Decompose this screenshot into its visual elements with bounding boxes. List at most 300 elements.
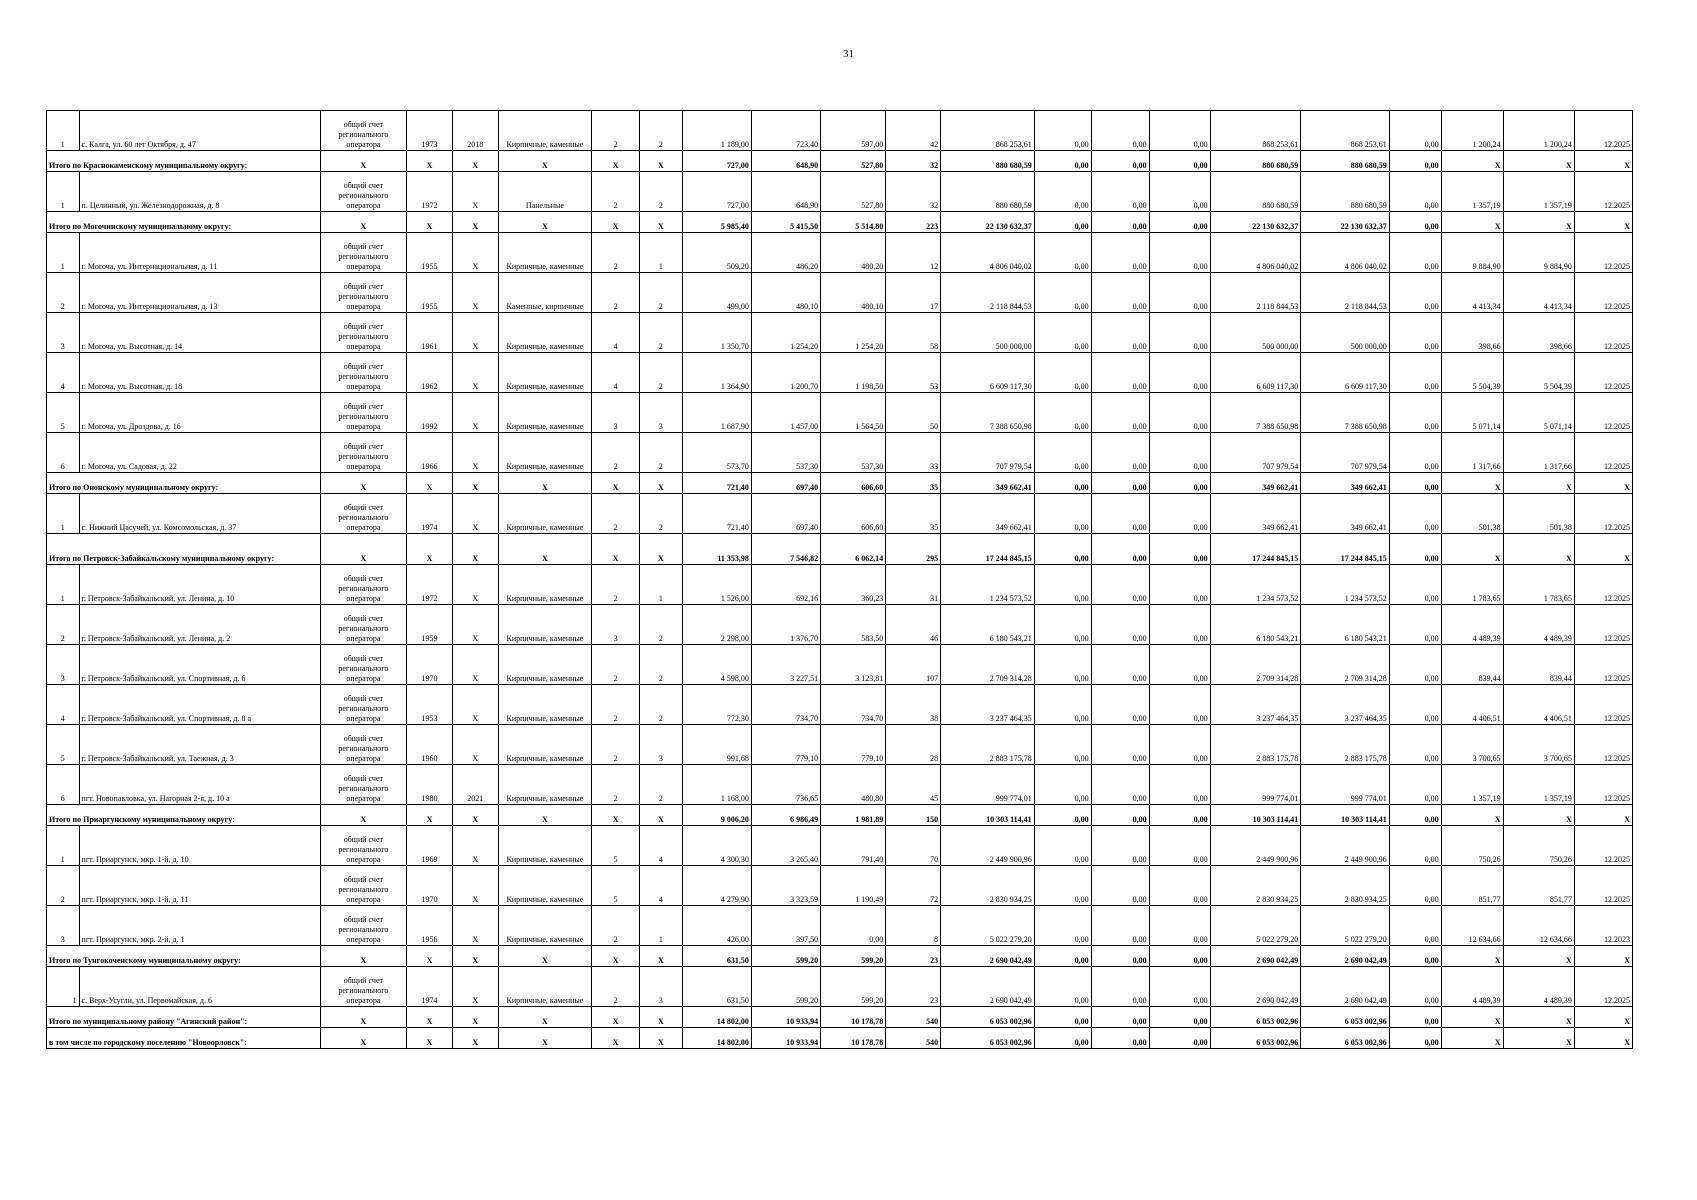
account-method-cell: общий счет регионального оператора <box>320 313 406 353</box>
address-cell: г. Могоча, ул. Высотная, д. 14 <box>79 313 320 353</box>
repair-year-cell: X <box>452 494 498 534</box>
repair-year-cell: X <box>452 172 498 212</box>
wall-material-cell: Кирпичные, каменные <box>498 111 592 151</box>
residents-count-cell: 23 <box>886 967 941 1007</box>
build-year-cell: 1953 <box>407 685 453 725</box>
wall-material-cell: Кирпичные, каменные <box>498 725 592 765</box>
residential-area-total-cell: 648,90 <box>751 151 820 172</box>
unit-cost-limit-total-cell: X <box>1503 1028 1574 1049</box>
address-cell: г. Петровск-Забайкальский, ул. Ленина, д. 10 <box>79 565 320 605</box>
entrances-cell: 2 <box>640 273 683 313</box>
subtotal-row <box>47 534 1633 565</box>
completion-date-total-cell: X <box>1574 534 1632 565</box>
account-method-cell: общий счет регионального оператора <box>320 866 406 906</box>
completion-date-total-cell: X <box>1574 1028 1632 1049</box>
floors-total-cell: X <box>592 1028 640 1049</box>
unit-cost-limit-cell: 4 406,51 <box>1503 685 1574 725</box>
owners-area-cell: 360,23 <box>821 565 886 605</box>
residential-area-cell: 3 323,59 <box>751 866 820 906</box>
table-row <box>47 826 1633 866</box>
entrances-cell: 2 <box>640 313 683 353</box>
residents-count-total-cell: 35 <box>886 473 941 494</box>
repair-year-cell: 2021 <box>452 765 498 805</box>
repair-year-cell: X <box>452 605 498 645</box>
account-method-cell: общий счет регионального оператора <box>320 685 406 725</box>
repair-year-cell: X <box>452 826 498 866</box>
completion-date-cell: 12.2025 <box>1574 313 1632 353</box>
regional-funds-cell: 0,00 <box>1091 565 1149 605</box>
municipal-funds-cell: 0,00 <box>1149 725 1210 765</box>
owners-area-cell: 480,20 <box>821 233 886 273</box>
residents-count-total-cell: 540 <box>886 1007 941 1028</box>
total-cost-total-cell: 880 680,59 <box>941 151 1035 172</box>
address-cell: г. Петровск-Забайкальский, ул. Таежная, д. 3 <box>79 725 320 765</box>
wall-material-total-cell: X <box>498 1007 592 1028</box>
unit-cost-limit-total-cell: X <box>1503 805 1574 826</box>
wall-material-cell: Кирпичные, каменные <box>498 866 592 906</box>
wall-material-total-cell: X <box>498 473 592 494</box>
wall-material-cell: Кирпичные, каменные <box>498 906 592 946</box>
owners-funds-cell: 2 830 934,25 <box>1210 866 1301 906</box>
other-funds-cell: 0,00 <box>1389 353 1441 393</box>
owners-area-cell: 1 564,50 <box>821 393 886 433</box>
unit-cost-limit-total-cell: X <box>1503 473 1574 494</box>
table-row <box>47 393 1633 433</box>
unit-cost-limit-cell: 851,77 <box>1503 866 1574 906</box>
address-cell: г. Могоча, ул. Высотная, д. 18 <box>79 353 320 393</box>
other-funds-total-cell: 0,00 <box>1389 1007 1441 1028</box>
federal-funds-cell: 0,00 <box>1034 906 1091 946</box>
regional-funds-cell: 0,00 <box>1091 866 1149 906</box>
residents-count-cell: 35 <box>886 494 941 534</box>
municipal-funds-total-cell: 0,00 <box>1149 212 1210 233</box>
municipal-funds-total-cell: 0,00 <box>1149 805 1210 826</box>
completion-date-total-cell: X <box>1574 805 1632 826</box>
completion-date-cell: 12.2023 <box>1574 906 1632 946</box>
build-year-total-cell: X <box>407 534 453 565</box>
owners-funds-cell: 2 118 844,53 <box>1210 273 1301 313</box>
unit-cost-cell: 4 413,34 <box>1441 273 1503 313</box>
municipal-funds-cell: 0,00 <box>1149 353 1210 393</box>
account-funds-total-cell: 10 303 114,41 <box>1301 805 1390 826</box>
account-method-cell: общий счет регионального оператора <box>320 967 406 1007</box>
residents-count-cell: 46 <box>886 605 941 645</box>
subtotal-row <box>47 946 1633 967</box>
completion-date-cell: 12.2025 <box>1574 433 1632 473</box>
build-year-cell: 1955 <box>407 233 453 273</box>
table-row <box>47 725 1633 765</box>
account-funds-cell: 5 022 279,20 <box>1301 906 1390 946</box>
regional-funds-total-cell: 0,00 <box>1091 534 1149 565</box>
residential-area-total-cell: 6 986,49 <box>751 805 820 826</box>
municipal-funds-cell: 0,00 <box>1149 393 1210 433</box>
residents-count-cell: 58 <box>886 313 941 353</box>
total-area-cell: 509,20 <box>682 233 751 273</box>
floors-cell: 2 <box>592 172 640 212</box>
owners-funds-total-cell: 22 130 632,37 <box>1210 212 1301 233</box>
account-funds-cell: 2 709 314,28 <box>1301 645 1390 685</box>
residential-area-cell: 736,65 <box>751 765 820 805</box>
owners-funds-cell: 6 609 117,30 <box>1210 353 1301 393</box>
municipal-funds-total-cell: 0,00 <box>1149 534 1210 565</box>
total-area-cell: 1 364,90 <box>682 353 751 393</box>
account-funds-cell: 6 180 543,21 <box>1301 605 1390 645</box>
municipal-funds-cell: 0,00 <box>1149 906 1210 946</box>
account-funds-total-cell: 2 690 042,49 <box>1301 946 1390 967</box>
unit-cost-cell: 3 700,65 <box>1441 725 1503 765</box>
unit-cost-cell: 4 406,51 <box>1441 685 1503 725</box>
wall-material-cell: Кирпичные, каменные <box>498 645 592 685</box>
residential-area-cell: 397,50 <box>751 906 820 946</box>
unit-cost-limit-total-cell: X <box>1503 1007 1574 1028</box>
residents-count-cell: 72 <box>886 866 941 906</box>
unit-cost-cell: 5 071,14 <box>1441 393 1503 433</box>
federal-funds-cell: 0,00 <box>1034 605 1091 645</box>
total-area-total-cell: 9 006,20 <box>682 805 751 826</box>
account-funds-total-cell: 17 244 845,15 <box>1301 534 1390 565</box>
row-index-cell: 6 <box>47 433 80 473</box>
federal-funds-total-cell: 0,00 <box>1034 1028 1091 1049</box>
total-cost-cell: 2 883 175,78 <box>941 725 1035 765</box>
owners-funds-cell: 2 709 314,28 <box>1210 645 1301 685</box>
housing-repair-table <box>46 110 1633 1049</box>
total-area-cell: 1 168,00 <box>682 765 751 805</box>
federal-funds-cell: 0,00 <box>1034 313 1091 353</box>
entrances-cell: 2 <box>640 685 683 725</box>
address-cell: г. Петровск-Забайкальский, ул. Спортивная, д. 6 <box>79 645 320 685</box>
account-funds-cell: 2 449 900,96 <box>1301 826 1390 866</box>
account-method-cell: общий счет регионального оператора <box>320 906 406 946</box>
table-row <box>47 765 1633 805</box>
total-area-cell: 4 279,90 <box>682 866 751 906</box>
regional-funds-total-cell: 0,00 <box>1091 473 1149 494</box>
regional-funds-cell: 0,00 <box>1091 765 1149 805</box>
residential-area-cell: 1 376,70 <box>751 605 820 645</box>
unit-cost-limit-cell: 1 783,65 <box>1503 565 1574 605</box>
other-funds-total-cell: 0,00 <box>1389 473 1441 494</box>
federal-funds-cell: 0,00 <box>1034 111 1091 151</box>
wall-material-total-cell: X <box>498 151 592 172</box>
account-method-total-cell: X <box>320 946 406 967</box>
other-funds-cell: 0,00 <box>1389 233 1441 273</box>
regional-funds-cell: 0,00 <box>1091 313 1149 353</box>
total-cost-total-cell: 6 053 002,96 <box>941 1028 1035 1049</box>
regional-funds-total-cell: 0,00 <box>1091 1007 1149 1028</box>
owners-area-total-cell: 10 178,78 <box>821 1007 886 1028</box>
account-funds-total-cell: 22 130 632,37 <box>1301 212 1390 233</box>
account-funds-total-cell: 880 680,59 <box>1301 151 1390 172</box>
address-cell: г. Могоча, ул. Дроздова, д. 16 <box>79 393 320 433</box>
account-method-total-cell: X <box>320 1028 406 1049</box>
page-number: 31 <box>843 48 854 60</box>
owners-area-cell: 599,20 <box>821 967 886 1007</box>
entrances-cell: 4 <box>640 826 683 866</box>
owners-funds-cell: 3 237 464,35 <box>1210 685 1301 725</box>
unit-cost-limit-cell: 4 413,34 <box>1503 273 1574 313</box>
owners-funds-cell: 1 234 573,52 <box>1210 565 1301 605</box>
unit-cost-limit-cell: 398,66 <box>1503 313 1574 353</box>
address-cell: с. Нижний Цасучей, ул. Комсомольская, д. 37 <box>79 494 320 534</box>
floors-cell: 2 <box>592 765 640 805</box>
build-year-cell: 1961 <box>407 313 453 353</box>
residents-count-cell: 32 <box>886 172 941 212</box>
other-funds-cell: 0,00 <box>1389 725 1441 765</box>
owners-funds-cell: 500 000,00 <box>1210 313 1301 353</box>
municipal-funds-cell: 0,00 <box>1149 273 1210 313</box>
other-funds-cell: 0,00 <box>1389 866 1441 906</box>
address-cell: г. Могоча, ул. Садовая, д. 22 <box>79 433 320 473</box>
repair-year-cell: 2018 <box>452 111 498 151</box>
unit-cost-total-cell: X <box>1441 1028 1503 1049</box>
total-area-total-cell: 11 353,98 <box>682 534 751 565</box>
unit-cost-total-cell: X <box>1441 534 1503 565</box>
completion-date-cell: 12.2025 <box>1574 645 1632 685</box>
unit-cost-cell: 501,38 <box>1441 494 1503 534</box>
owners-area-cell: 537,30 <box>821 433 886 473</box>
floors-cell: 2 <box>592 494 640 534</box>
owners-funds-total-cell: 2 690 042,49 <box>1210 946 1301 967</box>
account-method-cell: общий счет регионального оператора <box>320 172 406 212</box>
repair-year-cell: X <box>452 353 498 393</box>
account-method-cell: общий счет регионального оператора <box>320 565 406 605</box>
municipal-funds-cell: 0,00 <box>1149 111 1210 151</box>
subtotal-label: Итого по Ононскому муниципальному округу: <box>47 473 321 494</box>
owners-funds-total-cell: 17 244 845,15 <box>1210 534 1301 565</box>
completion-date-cell: 12.2025 <box>1574 826 1632 866</box>
repair-year-total-cell: X <box>452 151 498 172</box>
build-year-cell: 1974 <box>407 494 453 534</box>
account-method-cell: общий счет регионального оператора <box>320 353 406 393</box>
unit-cost-limit-cell: 4 489,39 <box>1503 605 1574 645</box>
build-year-total-cell: X <box>407 212 453 233</box>
floors-cell: 2 <box>592 433 640 473</box>
build-year-cell: 1962 <box>407 353 453 393</box>
entrances-cell: 2 <box>640 433 683 473</box>
completion-date-cell: 12.2025 <box>1574 967 1632 1007</box>
row-index-cell: 1 <box>47 826 80 866</box>
residents-count-cell: 38 <box>886 685 941 725</box>
total-cost-total-cell: 22 130 632,37 <box>941 212 1035 233</box>
build-year-total-cell: X <box>407 1028 453 1049</box>
account-funds-cell: 349 662,41 <box>1301 494 1390 534</box>
build-year-total-cell: X <box>407 151 453 172</box>
address-cell: г. Петровск-Забайкальский, ул. Ленина, д. 2 <box>79 605 320 645</box>
residents-count-cell: 42 <box>886 111 941 151</box>
residential-area-cell: 599,20 <box>751 967 820 1007</box>
federal-funds-cell: 0,00 <box>1034 685 1091 725</box>
other-funds-total-cell: 0,00 <box>1389 212 1441 233</box>
repair-year-cell: X <box>452 685 498 725</box>
completion-date-cell: 12.2025 <box>1574 273 1632 313</box>
federal-funds-cell: 0,00 <box>1034 353 1091 393</box>
residents-count-total-cell: 223 <box>886 212 941 233</box>
residential-area-total-cell: 7 546,82 <box>751 534 820 565</box>
total-area-cell: 1 350,70 <box>682 313 751 353</box>
unit-cost-total-cell: X <box>1441 946 1503 967</box>
wall-material-cell: Кирпичные, каменные <box>498 393 592 433</box>
federal-funds-total-cell: 0,00 <box>1034 805 1091 826</box>
row-index-cell: 3 <box>47 645 80 685</box>
other-funds-cell: 0,00 <box>1389 273 1441 313</box>
owners-area-total-cell: 10 178,78 <box>821 1028 886 1049</box>
account-method-cell: общий счет регионального оператора <box>320 273 406 313</box>
repair-year-total-cell: X <box>452 1007 498 1028</box>
federal-funds-cell: 0,00 <box>1034 725 1091 765</box>
federal-funds-cell: 0,00 <box>1034 494 1091 534</box>
wall-material-cell: Кирпичные, каменные <box>498 565 592 605</box>
row-index-cell: 2 <box>47 273 80 313</box>
federal-funds-cell: 0,00 <box>1034 273 1091 313</box>
completion-date-total-cell: X <box>1574 946 1632 967</box>
unit-cost-cell: 398,66 <box>1441 313 1503 353</box>
repair-year-cell: X <box>452 313 498 353</box>
wall-material-cell: Кирпичные, каменные <box>498 313 592 353</box>
row-index-cell: 1 <box>47 172 80 212</box>
total-cost-cell: 880 680,59 <box>941 172 1035 212</box>
account-method-cell: общий счет регионального оператора <box>320 433 406 473</box>
entrances-cell: 2 <box>640 172 683 212</box>
entrances-cell: 4 <box>640 866 683 906</box>
residential-area-total-cell: 697,40 <box>751 473 820 494</box>
total-cost-cell: 3 237 464,35 <box>941 685 1035 725</box>
build-year-cell: 1970 <box>407 866 453 906</box>
entrances-total-cell: X <box>640 151 683 172</box>
floors-cell: 2 <box>592 233 640 273</box>
total-area-total-cell: 14 802,00 <box>682 1028 751 1049</box>
municipal-funds-cell: 0,00 <box>1149 313 1210 353</box>
residents-count-total-cell: 295 <box>886 534 941 565</box>
regional-funds-cell: 0,00 <box>1091 967 1149 1007</box>
municipal-funds-cell: 0,00 <box>1149 866 1210 906</box>
total-cost-cell: 707 979,54 <box>941 433 1035 473</box>
account-method-cell: общий счет регионального оператора <box>320 605 406 645</box>
repair-year-total-cell: X <box>452 534 498 565</box>
residential-area-cell: 648,90 <box>751 172 820 212</box>
other-funds-cell: 0,00 <box>1389 172 1441 212</box>
account-funds-cell: 880 680,59 <box>1301 172 1390 212</box>
account-funds-cell: 868 253,61 <box>1301 111 1390 151</box>
total-area-total-cell: 5 985,40 <box>682 212 751 233</box>
residents-count-cell: 31 <box>886 565 941 605</box>
federal-funds-cell: 0,00 <box>1034 967 1091 1007</box>
account-method-total-cell: X <box>320 1007 406 1028</box>
federal-funds-cell: 0,00 <box>1034 866 1091 906</box>
federal-funds-total-cell: 0,00 <box>1034 946 1091 967</box>
total-area-cell: 4 300,30 <box>682 826 751 866</box>
residential-area-total-cell: 599,20 <box>751 946 820 967</box>
unit-cost-cell: 1 200,24 <box>1441 111 1503 151</box>
municipal-funds-cell: 0,00 <box>1149 685 1210 725</box>
wall-material-cell: Кирпичные, каменные <box>498 494 592 534</box>
regional-funds-total-cell: 0,00 <box>1091 212 1149 233</box>
residential-area-cell: 692,16 <box>751 565 820 605</box>
build-year-cell: 1980 <box>407 765 453 805</box>
account-funds-total-cell: 6 053 002,96 <box>1301 1007 1390 1028</box>
entrances-cell: 3 <box>640 393 683 433</box>
regional-funds-cell: 0,00 <box>1091 645 1149 685</box>
wall-material-cell: Кирпичные, каменные <box>498 353 592 393</box>
table-row <box>47 233 1633 273</box>
total-area-cell: 631,50 <box>682 967 751 1007</box>
repair-year-cell: X <box>452 565 498 605</box>
regional-funds-cell: 0,00 <box>1091 826 1149 866</box>
unit-cost-limit-cell: 12 634,66 <box>1503 906 1574 946</box>
table-row <box>47 906 1633 946</box>
other-funds-cell: 0,00 <box>1389 826 1441 866</box>
total-area-cell: 4 598,00 <box>682 645 751 685</box>
owners-area-total-cell: 5 514,80 <box>821 212 886 233</box>
owners-area-cell: 734,70 <box>821 685 886 725</box>
account-funds-cell: 999 774,01 <box>1301 765 1390 805</box>
floors-cell: 5 <box>592 826 640 866</box>
residential-area-total-cell: 10 933,94 <box>751 1007 820 1028</box>
build-year-cell: 1972 <box>407 172 453 212</box>
municipal-funds-cell: 0,00 <box>1149 233 1210 273</box>
municipal-funds-cell: 0,00 <box>1149 967 1210 1007</box>
repair-year-total-cell: X <box>452 212 498 233</box>
total-area-cell: 1 687,90 <box>682 393 751 433</box>
federal-funds-cell: 0,00 <box>1034 565 1091 605</box>
floors-cell: 2 <box>592 273 640 313</box>
other-funds-cell: 0,00 <box>1389 433 1441 473</box>
total-area-cell: 426,00 <box>682 906 751 946</box>
residents-count-cell: 45 <box>886 765 941 805</box>
address-cell: с. Верх-Усугли, ул. Первомайская, д. 6 <box>79 967 320 1007</box>
account-funds-cell: 707 979,54 <box>1301 433 1390 473</box>
account-method-cell: общий счет регионального оператора <box>320 111 406 151</box>
table-row <box>47 273 1633 313</box>
floors-total-cell: X <box>592 1007 640 1028</box>
other-funds-cell: 0,00 <box>1389 765 1441 805</box>
owners-area-cell: 1 190,49 <box>821 866 886 906</box>
residents-count-cell: 53 <box>886 353 941 393</box>
unit-cost-total-cell: X <box>1441 1007 1503 1028</box>
address-cell: с. Калга, ул. 60 лет Октября, д. 47 <box>79 111 320 151</box>
owners-area-cell: 583,50 <box>821 605 886 645</box>
unit-cost-limit-cell: 3 700,65 <box>1503 725 1574 765</box>
repair-year-cell: X <box>452 725 498 765</box>
account-method-cell: общий счет регионального оператора <box>320 233 406 273</box>
subtotal-label: Итого по Тунгокоченскому муниципальному округу: <box>47 946 321 967</box>
municipal-funds-cell: 0,00 <box>1149 172 1210 212</box>
unit-cost-total-cell: X <box>1441 805 1503 826</box>
other-funds-cell: 0,00 <box>1389 967 1441 1007</box>
total-cost-cell: 6 609 117,30 <box>941 353 1035 393</box>
account-method-cell: общий счет регионального оператора <box>320 494 406 534</box>
subtotal-row <box>47 212 1633 233</box>
row-index-cell: 5 <box>47 393 80 433</box>
build-year-cell: 1973 <box>407 111 453 151</box>
account-funds-cell: 2 118 844,53 <box>1301 273 1390 313</box>
owners-funds-cell: 2 449 900,96 <box>1210 826 1301 866</box>
table-row <box>47 645 1633 685</box>
residential-area-cell: 734,70 <box>751 685 820 725</box>
account-funds-cell: 6 609 117,30 <box>1301 353 1390 393</box>
entrances-cell: 3 <box>640 725 683 765</box>
account-funds-cell: 2 830 934,25 <box>1301 866 1390 906</box>
regional-funds-cell: 0,00 <box>1091 353 1149 393</box>
row-index-cell: 2 <box>47 866 80 906</box>
total-area-total-cell: 631,50 <box>682 946 751 967</box>
regional-funds-cell: 0,00 <box>1091 605 1149 645</box>
entrances-cell: 2 <box>640 353 683 393</box>
owners-funds-total-cell: 10 303 114,41 <box>1210 805 1301 826</box>
total-area-cell: 772,30 <box>682 685 751 725</box>
repair-year-total-cell: X <box>452 805 498 826</box>
federal-funds-cell: 0,00 <box>1034 172 1091 212</box>
repair-year-cell: X <box>452 393 498 433</box>
account-method-cell: общий счет регионального оператора <box>320 393 406 433</box>
